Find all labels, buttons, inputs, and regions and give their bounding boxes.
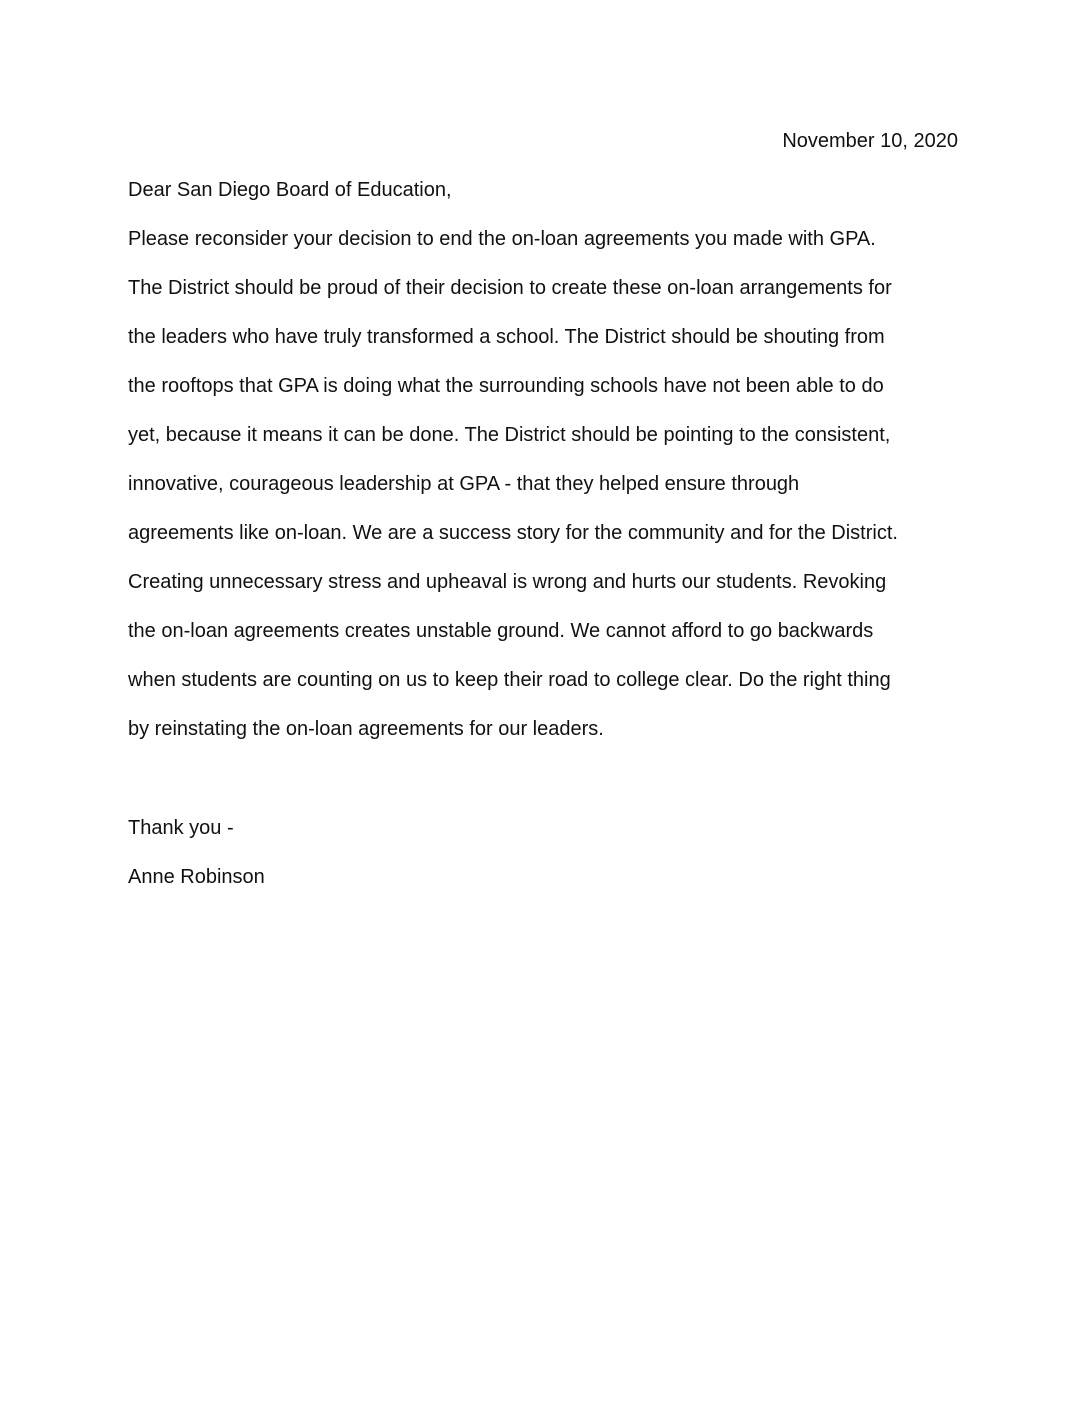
body-line: the on-loan agreements creates unstable ground. We cannot afford to go backwards xyxy=(128,620,874,642)
body-line: the leaders who have truly transformed a school. The District should be shouting from xyxy=(128,326,885,348)
body-line: innovative, courageous leadership at GPA - that they helped ensure through xyxy=(128,473,800,495)
letter-signature: Anne Robinson xyxy=(128,866,265,888)
body-line: agreements like on-loan. We are a success story for the community and for the District. xyxy=(128,522,898,544)
body-line: yet, because it means it can be done. The District should be pointing to the consistent, xyxy=(128,424,891,446)
body-line: by reinstating the on-loan agreements for our leaders. xyxy=(128,718,604,740)
letter-body xyxy=(128,226,968,765)
letter-closing: Thank you - xyxy=(128,817,234,839)
letter-date: November 10, 2020 xyxy=(782,130,958,152)
body-line: Please reconsider your decision to end the on-loan agreements you made with GPA. xyxy=(128,228,876,250)
body-line: when students are counting on us to keep their road to college clear. Do the right thing xyxy=(128,669,891,691)
body-line: The District should be proud of their decision to create these on-loan arrangements for xyxy=(128,277,892,299)
letter-salutation: Dear San Diego Board of Education, xyxy=(128,179,452,201)
body-line: the rooftops that GPA is doing what the surrounding schools have not been able to do xyxy=(128,375,884,397)
body-line: Creating unnecessary stress and upheaval is wrong and hurts our students. Revoking xyxy=(128,571,887,593)
